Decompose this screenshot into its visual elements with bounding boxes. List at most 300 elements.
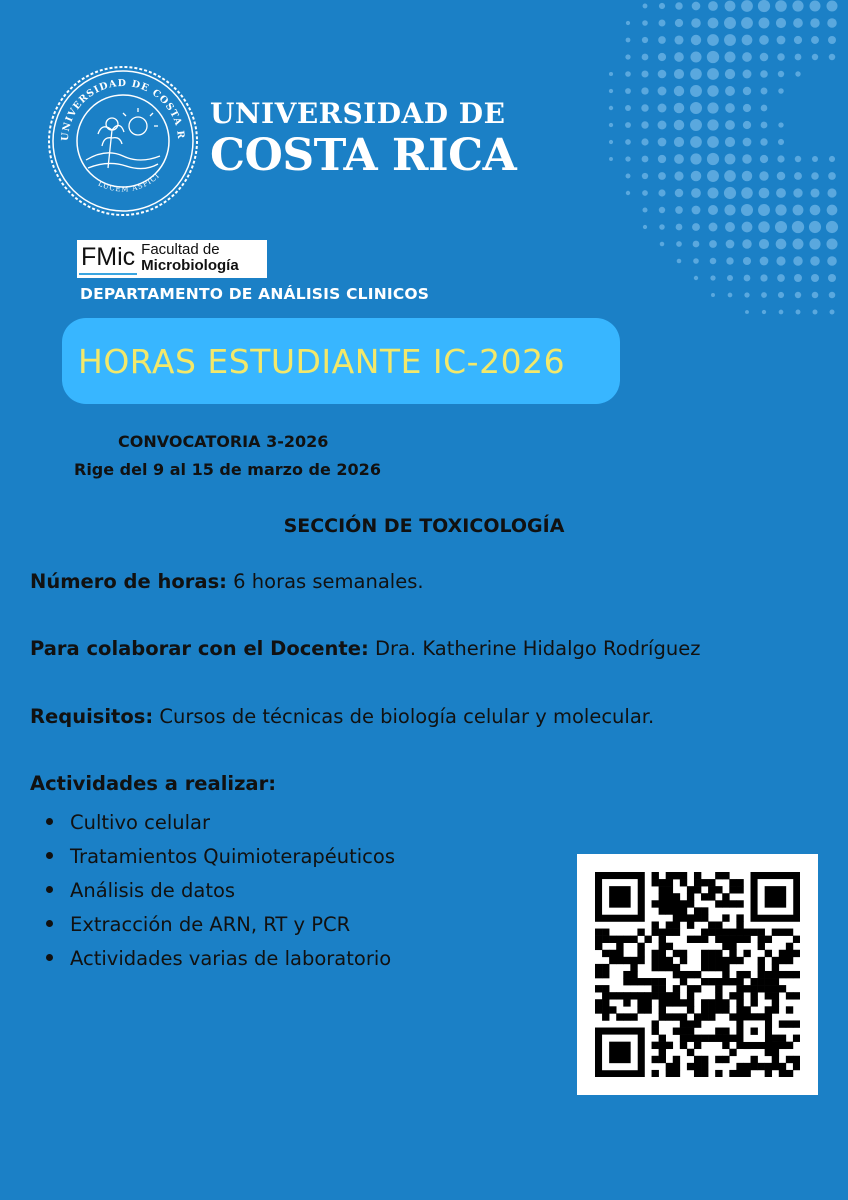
svg-text:LUCEM ASPICIO: LUCEM ASPICI [96,171,162,194]
qr-module [637,999,644,1006]
qr-module [715,900,722,907]
qr-module [701,964,708,971]
qr-module [715,886,722,893]
qr-module [602,1013,609,1020]
convocatoria-label: CONVOCATORIA 3-2026 [118,432,329,451]
qr-module [644,999,651,1006]
qr-module [694,1042,701,1049]
qr-module [673,971,680,978]
decorative-dot [759,239,769,249]
decorative-dot [642,173,648,179]
decorative-dot [609,106,613,110]
qr-module [680,978,687,985]
faculty-name-line1: Facultad de [141,241,220,258]
decorative-dot [812,54,818,60]
decorative-dot [828,274,836,282]
qr-module [652,1042,659,1049]
qr-module [694,1013,701,1020]
qr-module [772,1006,779,1013]
qr-module [609,992,616,999]
qr-module [743,1063,750,1070]
qr-module [758,929,765,936]
qr-module [743,985,750,992]
decorative-dot [643,4,648,9]
decorative-dot [690,102,702,114]
decorative-dot [793,256,802,265]
bullet-icon [46,818,53,825]
decorative-dot [826,221,838,233]
qr-module [793,1063,800,1070]
qr-module [652,957,659,964]
qr-module [694,1020,701,1027]
decorative-dot [707,170,719,182]
list-item [46,806,395,840]
qr-module [708,921,715,928]
qr-module [687,1063,694,1070]
decorative-dot [609,157,613,161]
decorative-dot [759,35,769,45]
decorative-dot [707,51,719,63]
list-item [46,908,395,942]
requirements-label: Requisitos: [30,705,154,728]
qr-module [595,943,602,950]
decorative-dot [642,207,647,212]
decorative-dot [777,36,786,45]
qr-module [772,1056,779,1063]
qr-module [701,999,708,1006]
decorative-dot [759,18,770,29]
bullet-icon [46,954,53,961]
qr-module [652,1028,659,1035]
decorative-dot [658,104,667,113]
decorative-dot [677,259,682,264]
qr-module [687,936,694,943]
qr-module [793,992,800,999]
qr-module [680,950,687,957]
decorative-dot [810,256,820,266]
qr-module [708,893,715,900]
decorative-dot [691,35,701,45]
decorative-dot [742,239,751,248]
qr-module [637,1006,644,1013]
decorative-dot [828,36,836,44]
qr-module [786,1020,793,1027]
qr-module [609,1006,616,1013]
qr-module [793,1056,800,1063]
qr-module [743,1070,750,1077]
decorative-dot [809,221,821,233]
qr-module [609,950,616,957]
qr-module [673,900,680,907]
qr-module [623,1013,630,1020]
qr-module [652,985,659,992]
teacher-label: Para colaborar con el Docente: [30,637,369,660]
qr-module [623,957,630,964]
qr-module [708,1035,715,1042]
decorative-dot [761,292,767,298]
decorative-dot [690,153,701,164]
decorative-dot [625,88,631,94]
qr-module [630,992,637,999]
qr-module [729,900,736,907]
qr-module [687,1020,694,1027]
activity-text: Cultivo celular [70,811,211,834]
qr-module [659,992,666,999]
qr-module [793,950,800,957]
qr-module [595,999,602,1006]
decorative-dot [741,17,753,29]
qr-module [666,921,673,928]
decorative-dot [811,36,819,44]
qr-module [666,1013,673,1020]
qr-module [722,1035,729,1042]
qr-module [659,893,666,900]
qr-module [680,1028,687,1035]
qr-module [687,1028,694,1035]
qr-module [659,879,666,886]
decorative-dot [826,0,837,11]
qr-module [673,921,680,928]
qr-module [694,1070,701,1077]
qr-module [736,879,743,886]
qr-module [630,971,637,978]
decorative-dot [725,52,736,63]
decorative-dot [725,137,735,147]
decorative-dot [626,21,630,25]
qr-module [595,936,602,943]
qr-module [637,957,644,964]
decorative-dot [761,88,768,95]
decorative-dot [625,139,631,145]
qr-module [673,992,680,999]
qr-module [743,950,750,957]
decorative-dot [694,276,698,280]
decorative-dot [690,68,702,80]
qr-module [630,936,637,943]
qr-module [659,978,666,985]
decorative-dot [743,138,752,147]
qr-module [715,1056,722,1063]
qr-module [673,1028,680,1035]
decorative-dot [626,174,631,179]
qr-finder-inner [609,886,631,908]
qr-module [708,957,715,964]
qr-module [680,971,687,978]
qr-module [659,1049,666,1056]
decorative-dot [744,292,749,297]
qr-module [659,1035,666,1042]
decorative-dot [724,170,736,182]
qr-module [736,921,743,928]
decorative-dot [827,18,837,28]
decorative-dot [775,221,787,233]
decorative-dot [812,292,819,299]
qr-module [758,971,765,978]
qr-module [722,943,729,950]
decorative-dot [675,189,683,197]
decorative-dot [692,2,701,11]
qr-module [637,929,644,936]
qr-module [758,978,765,985]
qr-module [609,936,616,943]
qr-module [701,957,708,964]
qr-module [694,907,701,914]
qr-module [743,936,750,943]
qr-module [666,999,673,1006]
qr-module [666,900,673,907]
qr-module [715,872,722,879]
qr-module [666,957,673,964]
decorative-dot [707,119,718,130]
decorative-dot [829,292,836,299]
qr-module [666,1063,673,1070]
qr-module [715,992,722,999]
department-name: DEPARTAMENTO DE ANÁLISIS CLINICOS [80,285,430,303]
decorative-dot [728,293,733,298]
qr-module [652,992,659,999]
decorative-dot [795,156,801,162]
activities-title: Actividades a realizar: [30,772,276,795]
qr-module [666,907,673,914]
qr-module [722,1028,729,1035]
decorative-dot [708,18,719,29]
qr-module [666,872,673,879]
decorative-dot [658,155,666,163]
qr-module [687,992,694,999]
decorative-dot [642,190,648,196]
qr-module [708,999,715,1006]
decorative-dot [743,87,751,95]
qr-module [751,929,758,936]
qr-module [786,943,793,950]
qr-module [609,957,616,964]
qr-module [786,1042,793,1049]
list-item [46,840,395,874]
qr-module [623,936,630,943]
qr-module [765,978,772,985]
qr-module [736,999,743,1006]
qr-module [673,907,680,914]
qr-module [722,964,729,971]
qr-module [673,1063,680,1070]
qr-module [687,893,694,900]
faculty-name-line2: Microbiología [141,257,239,274]
qr-module [623,999,630,1006]
decorative-dot [795,54,802,61]
decorative-dot [827,188,836,197]
decorative-dot [776,239,787,250]
qr-module [652,978,659,985]
decorative-dot [777,155,784,162]
qr-module [722,872,729,879]
qr-module [687,900,694,907]
decorative-dot [760,155,768,163]
qr-module [772,971,779,978]
decorative-dot [761,122,768,129]
decorative-dot [658,87,667,96]
qr-module [595,971,602,978]
decorative-dot [642,37,648,43]
decorative-dot [676,224,683,231]
qr-module [715,929,722,936]
activity-text: Análisis de datos [70,879,236,902]
qr-module [630,978,637,985]
bullet-icon [46,886,53,893]
qr-module [659,943,666,950]
qr-module [602,992,609,999]
decorative-dot [710,258,717,265]
qr-module [779,1020,786,1027]
qr-module [736,1063,743,1070]
decorative-dot [779,310,784,315]
qr-module [623,971,630,978]
qr-module [772,1063,779,1070]
decorative-dot [741,204,753,216]
bullet-icon [46,920,53,927]
decorative-dot [810,18,819,27]
qr-finder-inner [765,886,787,908]
decorative-dot [674,35,683,44]
qr-module [786,1006,793,1013]
qr-module [694,914,701,921]
decorative-dot [691,171,702,182]
qr-module [659,900,666,907]
qr-module [715,978,722,985]
decorative-dot [758,204,770,216]
decorative-dot [674,137,684,147]
decorative-dot [658,53,666,61]
decorative-dot [742,171,752,181]
qr-module [772,992,779,999]
qr-module [680,879,687,886]
qr-module [659,1042,666,1049]
qr-code[interactable] [577,854,818,1095]
decorative-dot [707,102,718,113]
decorative-dot [777,274,785,282]
qr-module [758,964,765,971]
qr-module [673,964,680,971]
qr-module [765,1006,772,1013]
decorative-dot [641,87,648,94]
decorative-dot [828,172,836,180]
qr-module [765,936,772,943]
qr-module [659,929,666,936]
decorative-dot [724,34,736,46]
decorative-dot [708,205,718,215]
decorative-dot [794,172,802,180]
qr-module [765,992,772,999]
qr-module [680,1035,687,1042]
qr-module [772,978,779,985]
qr-module [729,929,736,936]
qr-module [701,936,708,943]
qr-module [758,936,765,943]
decorative-dot [675,2,682,9]
university-name [210,97,517,181]
qr-module [729,992,736,999]
qr-module [772,985,779,992]
decorative-dot [625,122,631,128]
decorative-dot [658,172,666,180]
decorative-dot [642,20,648,26]
qr-module [694,971,701,978]
qr-module [722,1042,729,1049]
qr-module [616,936,623,943]
qr-module [680,1013,687,1020]
decorative-dot [743,121,751,129]
decorative-dot [707,153,719,165]
qr-module [687,886,694,893]
qr-module [701,978,708,985]
decorative-dot [709,223,718,232]
qr-module [659,985,666,992]
decorative-dot [658,70,667,79]
qr-module [708,929,715,936]
decorative-dot [690,51,701,62]
university-name-line2: COSTA RICA [210,130,517,181]
qr-module [729,936,736,943]
qr-module [729,1013,736,1020]
decorative-dot [708,1,718,11]
decorative-dot [658,36,666,44]
decorative-dot [793,18,803,28]
qr-module [701,893,708,900]
decorative-dot [707,136,719,148]
qr-module [793,1035,800,1042]
decorative-dot [724,187,736,199]
qr-module [616,957,623,964]
svg-text:UNIVERSIDAD DE COSTA RICA: UNIVERSIDAD DE COSTA R [59,77,187,142]
decorative-dot [690,119,702,131]
qr-module [708,1006,715,1013]
decorative-dot [778,292,784,298]
decorative-dot [691,188,701,198]
decorative-dot [793,239,804,250]
hours-value: 6 horas semanales. [226,570,424,593]
decorative-dot [690,85,702,97]
decorative-dot [710,275,715,280]
qr-module [736,971,743,978]
qr-module [595,964,602,971]
decorative-dot [741,0,753,12]
decorative-dot [609,140,613,144]
decorative-dot [625,71,631,77]
decorative-dot [741,187,753,199]
qr-module [765,971,772,978]
decorative-dot [626,38,631,43]
qr-module [736,929,743,936]
teacher-value: Dra. Katherine Hidalgo Rodríguez [368,637,701,660]
qr-module [708,950,715,957]
decorative-dot [830,310,835,315]
qr-module [708,978,715,985]
qr-module [793,971,800,978]
qr-module [659,936,666,943]
decorative-dot [659,3,665,9]
qr-module [701,879,708,886]
qr-module [652,921,659,928]
qr-module [772,964,779,971]
qr-module [659,964,666,971]
decorative-dot [707,85,718,96]
qr-module [680,1020,687,1027]
decorative-dot [761,105,768,112]
qr-module [666,1042,673,1049]
qr-module [786,992,793,999]
qr-module [736,1006,743,1013]
decorative-dot [776,188,786,198]
qr-module [680,999,687,1006]
